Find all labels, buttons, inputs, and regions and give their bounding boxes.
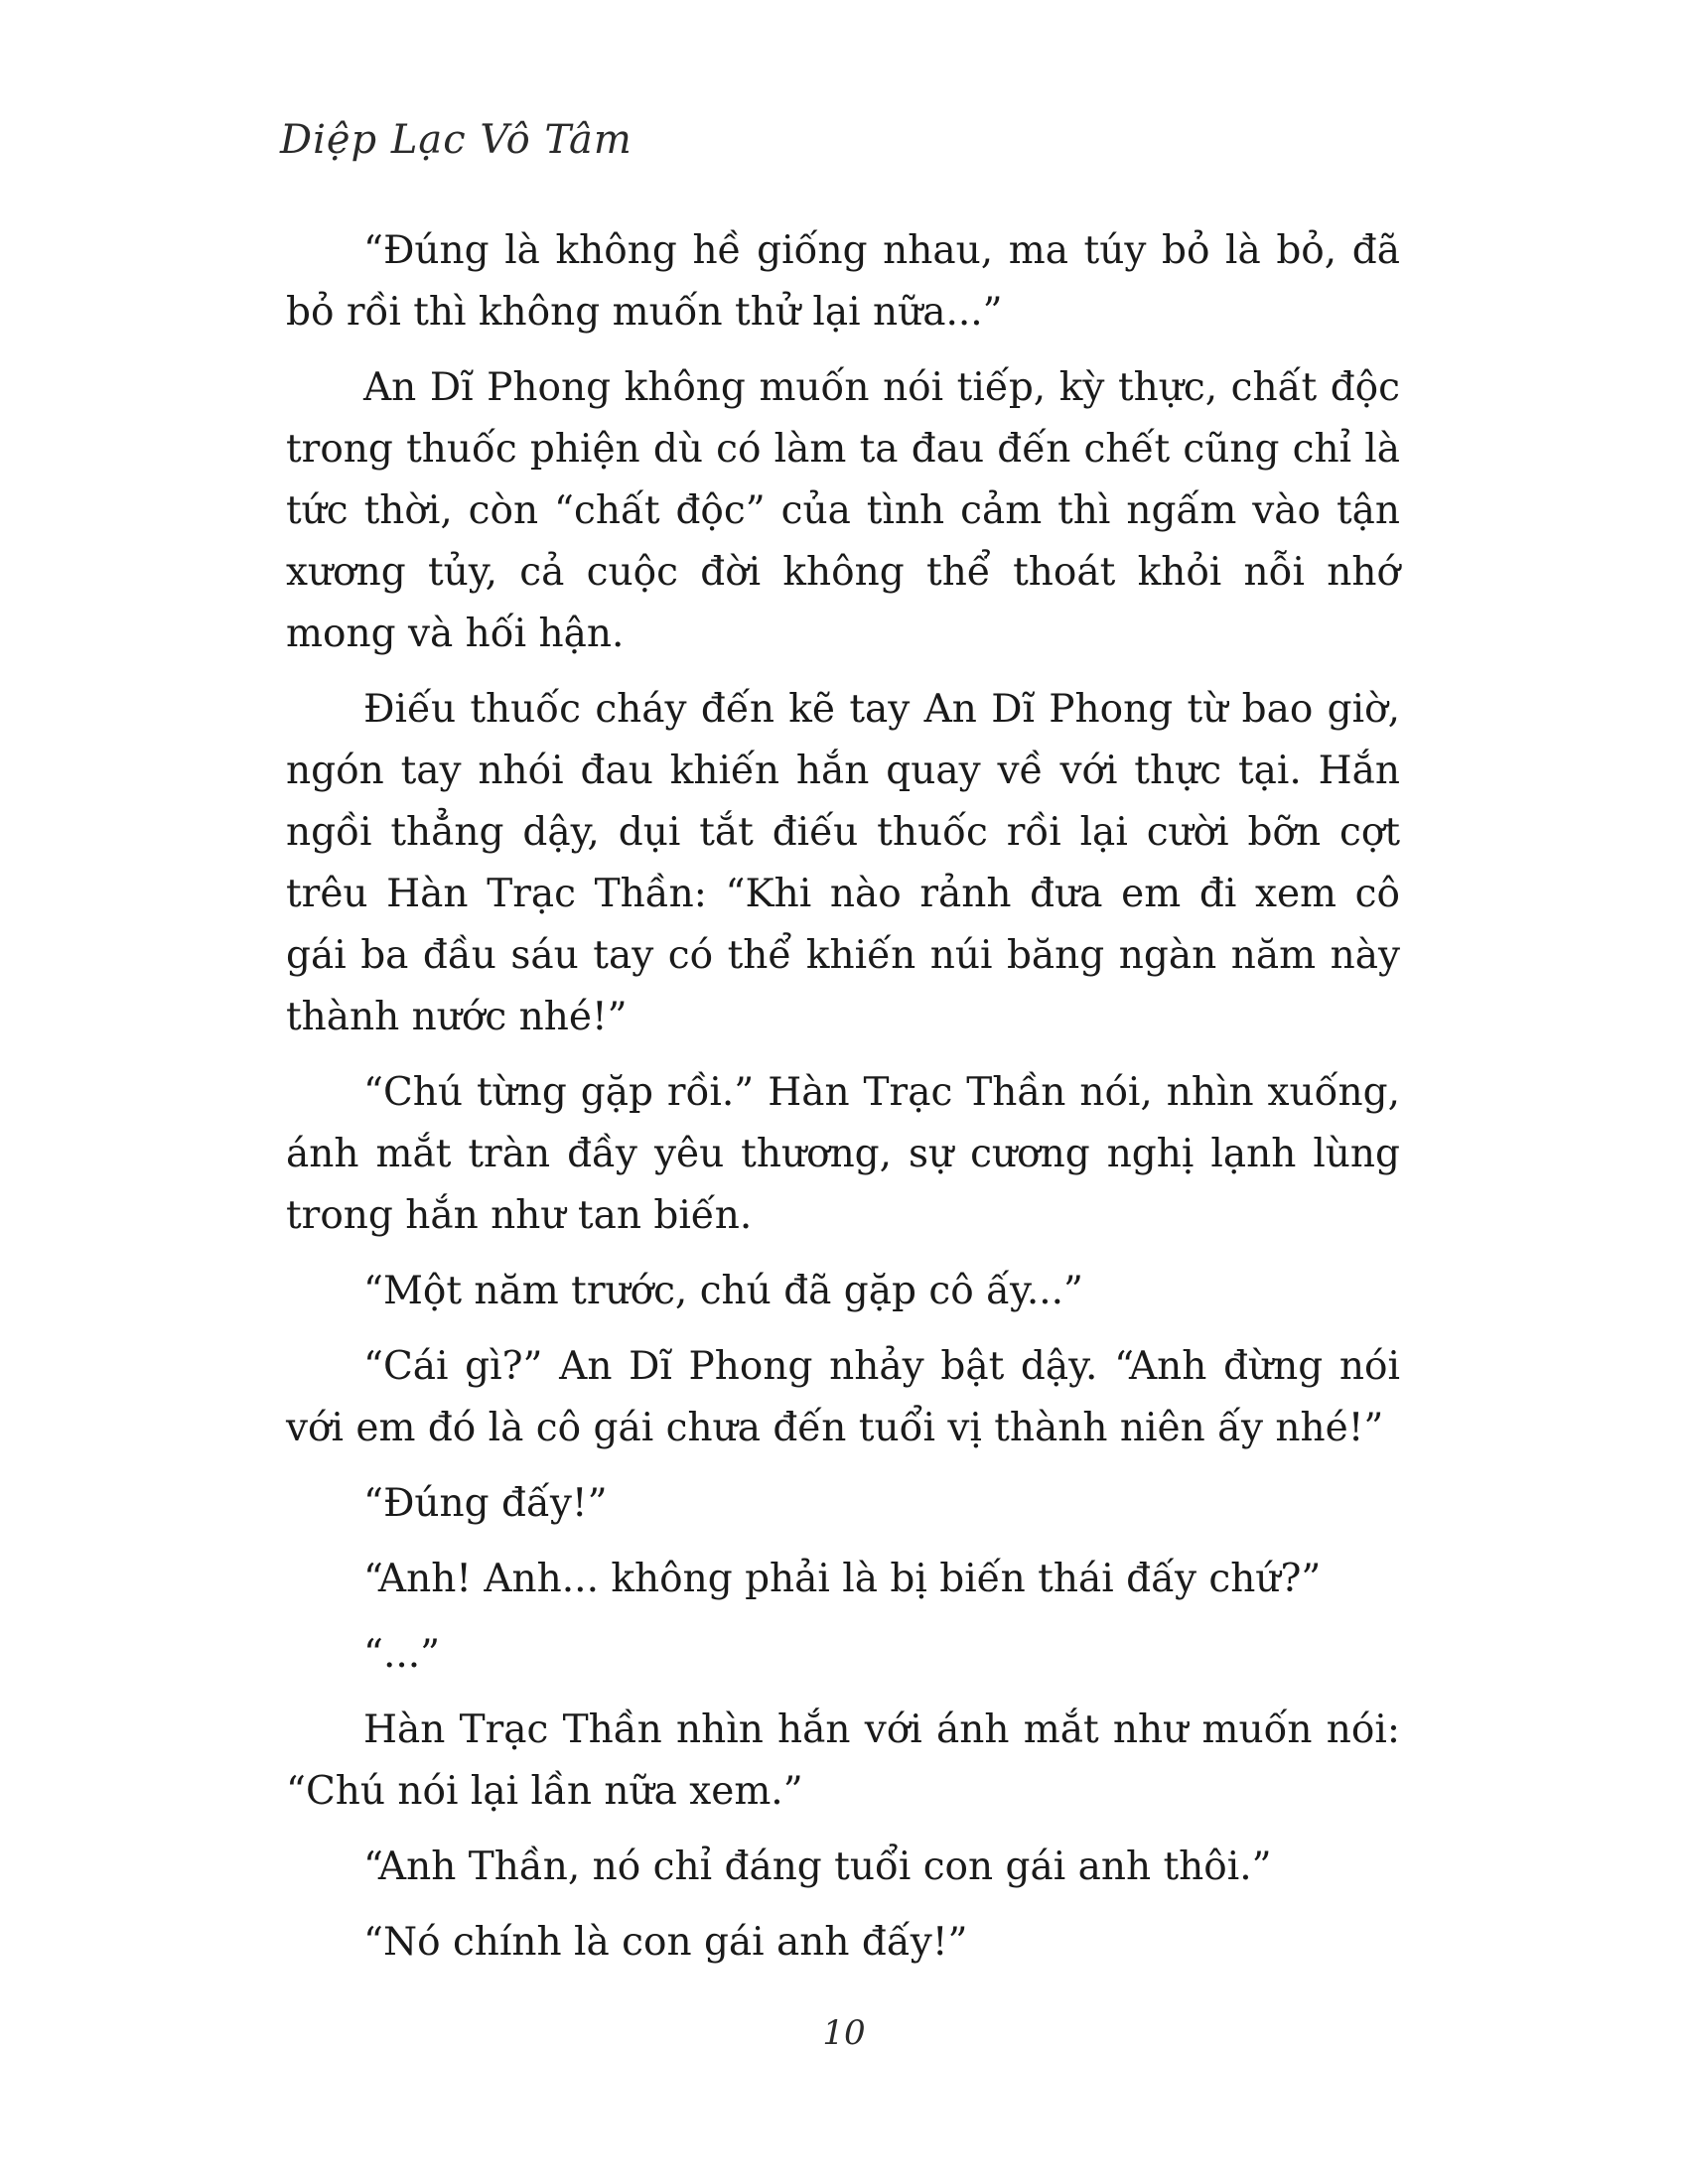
body-text — [286, 220, 1400, 1987]
paragraph: An Dĩ Phong không muốn nói tiếp, kỳ thực, chất độc trong thuốc phiện dù có làm ta đau đến chết cũng chỉ là tức thời, còn “chất độc” của tình cảm thì ngấm vào tận xương tủy, cả cuộc đời không thể thoát khỏi nỗi nhớ mong và hối hận. — [286, 365, 1400, 656]
paragraph: “Một năm trước, chú đã gặp cô ấy...” — [363, 1269, 1083, 1313]
paragraph: “Cái gì?” An Dĩ Phong nhảy bật dậy. “Anh đừng nói với em đó là cô gái chưa đến tuổi vị thành niên ấy nhé!” — [286, 1344, 1400, 1450]
paragraph: “Đúng đấy!” — [363, 1481, 608, 1526]
paragraph: “Anh! Anh... không phải là bị biến thái đấy chứ?” — [363, 1557, 1322, 1601]
running-header-title: Diệp Lạc Vô Tâm — [280, 117, 633, 163]
paragraph: “Chú từng gặp rồi.” Hàn Trạc Thần nói, nhìn xuống, ánh mắt tràn đầy yêu thương, sự cương nghị lạnh lùng trong hắn như tan biến. — [286, 1070, 1400, 1238]
paragraph: Điếu thuốc cháy đến kẽ tay An Dĩ Phong từ bao giờ, ngón tay nhói đau khiến hắn quay về với thực tại. Hắn ngồi thẳng dậy, dụi tắt điếu thuốc rồi lại cười bỡn cợt trêu Hàn Trạc Thần: “Khi nào rảnh đưa em đi xem cô gái ba đầu sáu tay có thể khiến núi băng ngàn năm này thành nước nhé!” — [286, 687, 1400, 1039]
paragraph: “...” — [363, 1632, 441, 1677]
paragraph: Hàn Trạc Thần nhìn hắn với ánh mắt như muốn nói: “Chú nói lại lần nữa xem.” — [286, 1707, 1400, 1814]
paragraph: “Đúng là không hề giống nhau, ma túy bỏ là bỏ, đã bỏ rồi thì không muốn thử lại nữa...” — [286, 228, 1400, 335]
paragraph: “Nó chính là con gái anh đấy!” — [363, 1920, 968, 1965]
page-number: 10 — [822, 2013, 866, 2053]
paragraph: “Anh Thần, nó chỉ đáng tuổi con gái anh thôi.” — [363, 1844, 1272, 1889]
